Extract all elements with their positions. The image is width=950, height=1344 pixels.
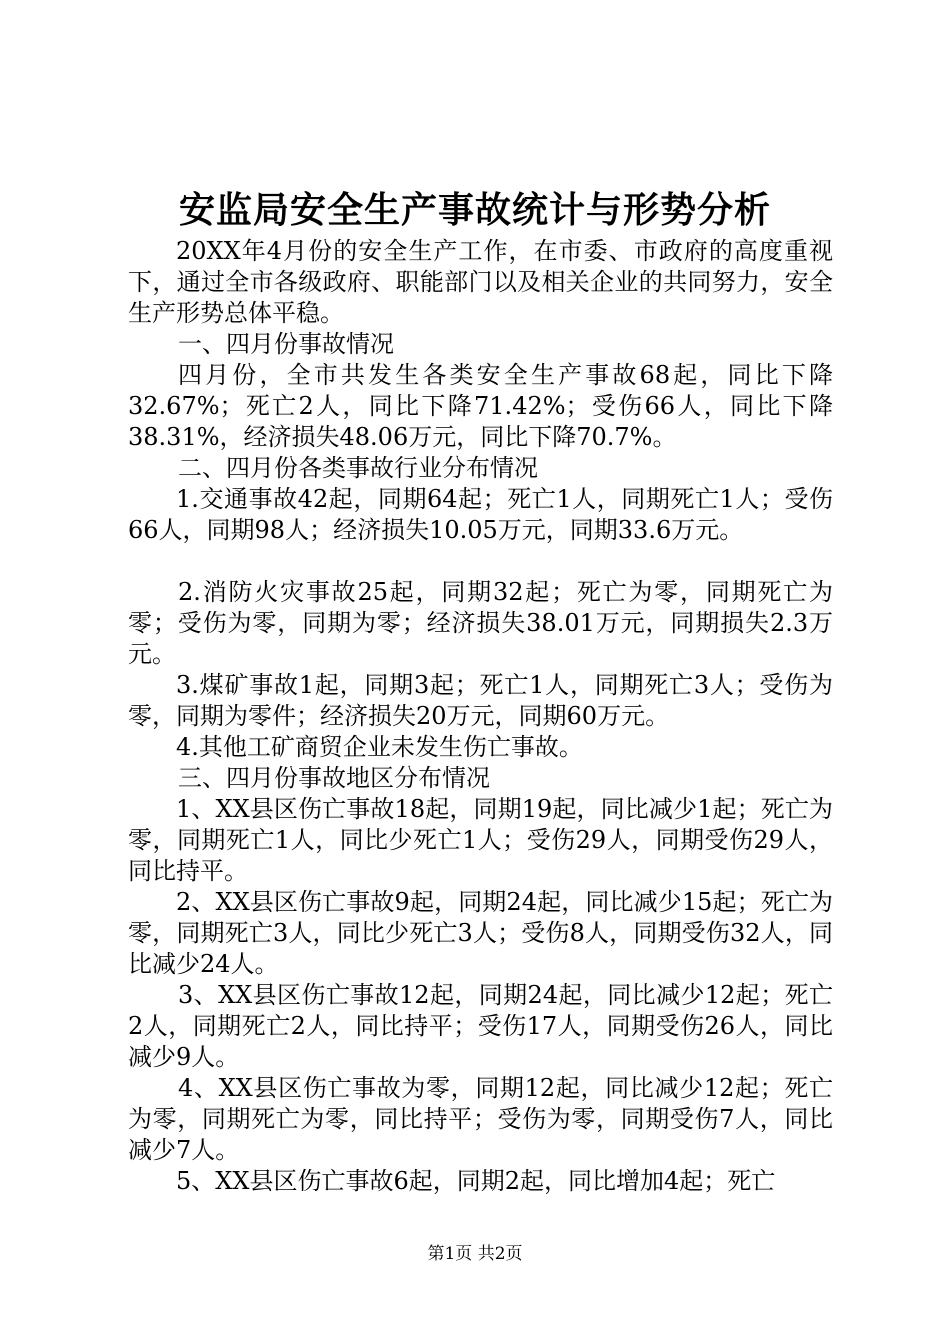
paragraph-district-3: 3、XX县区伤亡事故12起，同期24起，同比减少12起；死亡2人，同期死亡2人，同比持平；受伤17人，同期受伤26人，同比减少9人。 bbox=[128, 981, 833, 1071]
paragraph-coal: 3.煤矿事故1起，同期3起；死亡1人，同期死亡3人；受伤为零，同期为零件；经济损失20万元，同期60万元。 bbox=[128, 671, 833, 730]
paragraph-april-summary: 四月份，全市共发生各类安全生产事故68起，同比下降32.67%；死亡2人，同比下降71.42%；受伤66人，同比下降38.31%，经济损失48.06万元，同比下降70.7%。 bbox=[128, 361, 833, 451]
page-footer: 第1页 共2页 bbox=[427, 1244, 523, 1264]
paragraph-district-2: 2、XX县区伤亡事故9起，同期24起，同比减少15起；死亡为零，同期死亡3人，同比少死亡3人；受伤8人，同期受伤32人，同比减少24人。 bbox=[128, 888, 833, 978]
paragraph-fire: 2.消防火灾事故25起，同期32起；死亡为零，同期死亡为零；受伤为零，同期为零；经济损失38.01万元，同期损失2.3万元。 bbox=[128, 578, 833, 668]
intro-paragraph: 20XX年4月份的安全生产工作，在市委、市政府的高度重视下，通过全市各级政府、职能部门以及相关企业的共同努力，安全生产形势总体平稳。 bbox=[128, 237, 833, 327]
paragraph-district-1: 1、XX县区伤亡事故18起，同期19起，同比减少1起；死亡为零，同期死亡1人，同比少死亡1人；受伤29人，同期受伤29人，同比持平。 bbox=[128, 795, 833, 885]
blank-line bbox=[128, 546, 833, 577]
paragraph-traffic: 1.交通事故42起，同期64起；死亡1人，同期死亡1人；受伤66人，同期98人；经济损失10.05万元，同期33.6万元。 bbox=[128, 485, 833, 544]
paragraph-district-5: 5、XX县区伤亡事故6起，同期2起，同比增加4起；死亡 bbox=[176, 1167, 776, 1195]
paragraph-district-4: 4、XX县区伤亡事故为零，同期12起，同比减少12起；死亡为零，同期死亡为零，同比持平；受伤为零，同期受伤7人，同比减少7人。 bbox=[128, 1074, 833, 1164]
section-heading-3: 三、四月份事故地区分布情况 bbox=[178, 764, 490, 792]
section-heading-2: 二、四月份各类事故行业分布情况 bbox=[178, 454, 538, 482]
document-body bbox=[128, 236, 833, 1197]
document-title: 安监局安全生产事故统计与形势分析 bbox=[178, 189, 771, 231]
paragraph-other: 4.其他工矿商贸企业未发生伤亡事故。 bbox=[176, 733, 583, 761]
section-heading-1: 一、四月份事故情况 bbox=[178, 330, 394, 358]
